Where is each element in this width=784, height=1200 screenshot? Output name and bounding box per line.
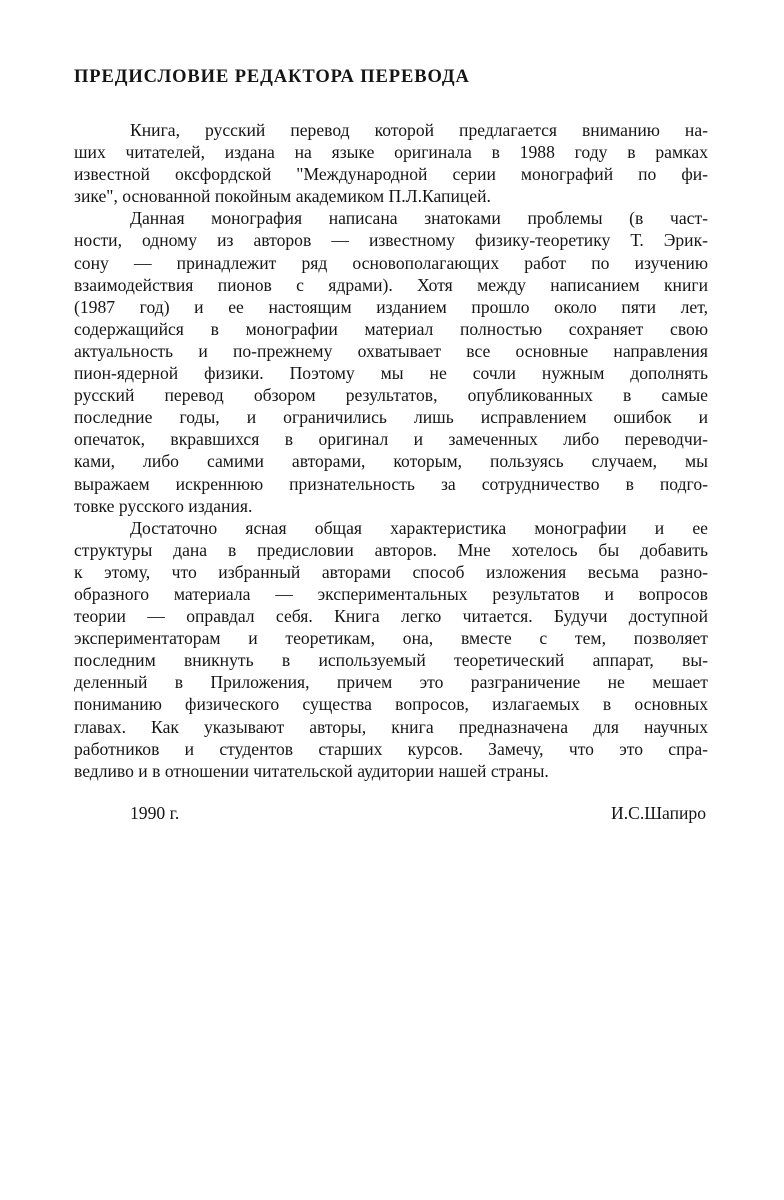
text-line: ведливо и в отношении читательской аудитории нашей страны. xyxy=(74,760,549,781)
text-line: деленный в Приложения, причем это разграничение не мешает xyxy=(74,672,708,693)
text-line: Книга, русский перевод которой предлагается вниманию на- xyxy=(130,120,708,140)
text-line: пониманию физического существа вопросов, излагаемых в основных xyxy=(74,694,708,715)
body-text xyxy=(74,119,708,782)
text-line: последние годы, и ограничились лишь исправлением ошибок и xyxy=(74,407,708,428)
signature-date: 1990 г. xyxy=(130,803,180,823)
paragraph xyxy=(74,517,708,782)
text-line: образного материала — экспериментальных результатов и вопросов xyxy=(74,583,708,604)
text-line: русский перевод обзором результатов, опубликованных в самые xyxy=(74,385,708,406)
text-line: опечаток, вкравшихся в оригинал и замеченных либо переводчи- xyxy=(74,429,708,450)
paragraph xyxy=(74,207,708,516)
text-line: пион-ядерной физики. Поэтому мы не сочли нужным дополнять xyxy=(74,363,708,384)
text-line: экспериментаторам и теоретикам, она, вместе с тем, позволяет xyxy=(74,628,708,649)
text-line: структуры дана в предисловии авторов. Мне хотелось бы добавить xyxy=(74,539,708,560)
signature-name: И.С.Шапиро xyxy=(611,803,706,823)
text-line: Данная монография написана знатоками проблемы (в част- xyxy=(130,208,708,229)
text-line: ками, либо самими авторами, которым, пользуясь случаем, мы xyxy=(74,451,708,472)
text-line: (1987 год) и ее настоящим изданием прошло около пяти лет, xyxy=(74,296,708,317)
text-line: зике", основанной покойным академиком П.Л.Капицей. xyxy=(74,186,491,207)
text-line: товке русского издания. xyxy=(74,495,253,516)
text-line: к этому, что избранный авторами способ изложения весьма разно- xyxy=(74,561,708,582)
text-line: главах. Как указывают авторы, книга предназначена для научных xyxy=(74,716,708,737)
text-line: содержащийся в монографии материал полностью сохраняет свою xyxy=(74,318,708,339)
text-line: выражаем искреннюю признательность за сотрудничество в подго- xyxy=(74,473,708,494)
text-line: сону — принадлежит ряд основополагающих работ по изучению xyxy=(74,252,708,273)
text-line: ших читателей, издана на языке оригинала в 1988 году в рамках xyxy=(74,142,708,163)
text-line: теории — оправдал себя. Книга легко читается. Будучи доступной xyxy=(74,606,708,627)
text-line: Достаточно ясная общая характеристика монографии и ее xyxy=(130,517,708,538)
text-line: актуальность и по-прежнему охватывает все основные направления xyxy=(74,340,708,361)
text-line: известной оксфордской "Международной серии монографий по фи- xyxy=(74,164,708,185)
paragraph xyxy=(74,119,708,207)
page-title: ПРЕДИСЛОВИЕ РЕДАКТОРА ПЕРЕВОДА xyxy=(74,67,470,87)
text-line: последним вникнуть в используемый теоретический аппарат, вы- xyxy=(74,650,708,671)
text-line: ности, одному из авторов — известному физику-теоретику Т. Эрик- xyxy=(74,230,708,251)
text-line: взаимодействия пионов с ядрами). Хотя между написанием книги xyxy=(74,274,708,295)
text-line: работников и студентов старших курсов. Замечу, что это спра- xyxy=(74,738,708,759)
